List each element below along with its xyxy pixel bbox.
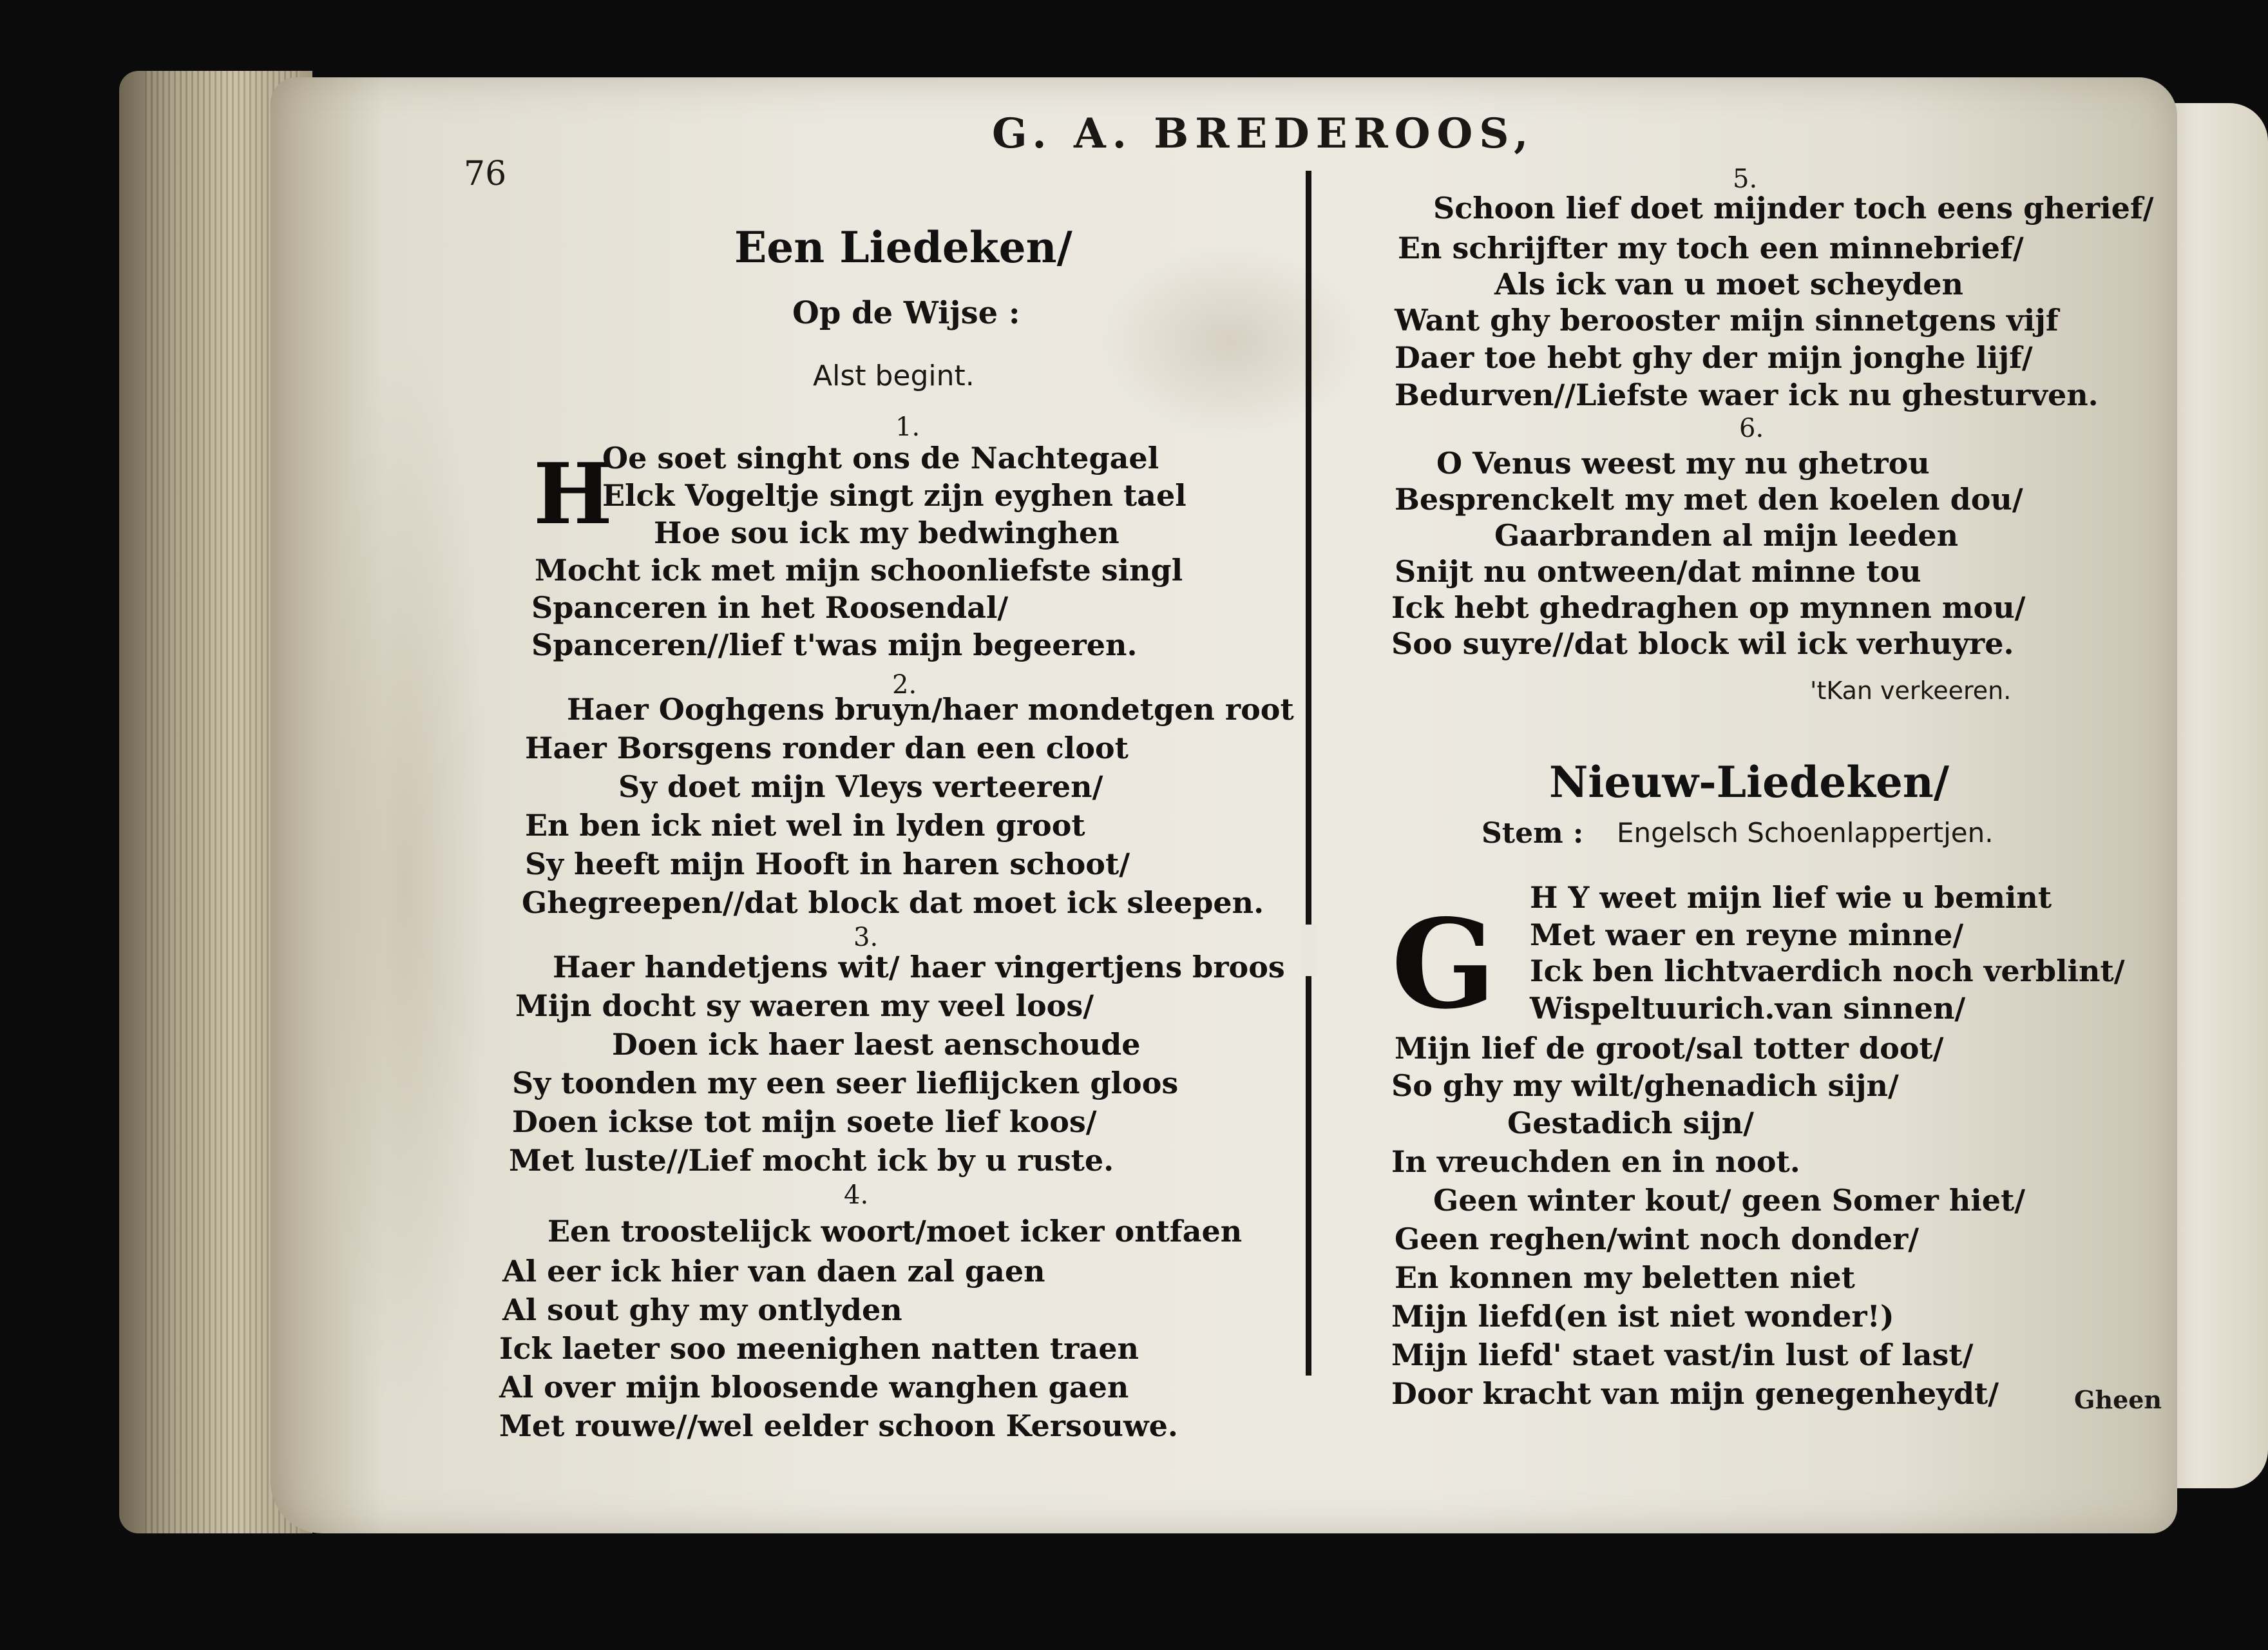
stanza-number: 5. (1733, 164, 1758, 194)
verse-line: Oe soet singht ons de Nachtegael (602, 441, 1159, 475)
right-tune-name: Engelsch Schoenlappertjen. (1617, 817, 1994, 849)
left-tune-label: Op de Wijse : (792, 295, 1020, 331)
verse-line: Al eer ick hier van daen zal gaen (502, 1254, 1045, 1289)
verse-line: Ick laeter soo meenighen natten traen (499, 1331, 1139, 1366)
verse-line: Sy doet mijn Vleys verteeren/ (618, 769, 1103, 804)
verse-line: Mijn liefd' staet vast/in lust of last/ (1391, 1338, 1974, 1372)
verse-line: Want ghy berooster mijn sinnetgens vijf (1395, 303, 2059, 338)
verse-line: Al sout ghy my ontlyden (502, 1292, 902, 1327)
verse-line: Ick ben lichtvaerdich noch verblint/ (1530, 954, 2125, 988)
verse-line: Sy heeft mijn Hooft in haren schoot/ (525, 847, 1130, 881)
column-rule-gap (1301, 925, 1317, 976)
verse-line: Doen ickse tot mijn soete lief koos/ (512, 1104, 1097, 1139)
page-number: 76 (464, 155, 507, 193)
stanza-number: 6. (1739, 414, 1764, 443)
verse-line: Mijn docht sy waeren my veel loos/ (515, 988, 1094, 1023)
verse-line: Mijn lief de groot/sal totter doot/ (1395, 1031, 1944, 1066)
verse-line: Soo suyre//dat block wil ick verhuyre. (1391, 626, 2014, 661)
verse-line: In vreuchden en in noot. (1391, 1144, 1800, 1179)
verse-line: Als ick van u moet scheyden (1494, 267, 1964, 302)
right-tune-label: Stem : (1482, 817, 1584, 850)
verse-line: Ick hebt ghedraghen op mynnen mou/ (1391, 590, 2026, 625)
drop-cap-g: G (1391, 892, 1496, 1036)
left-tune-name: Alst begint. (813, 360, 975, 392)
motto: 'tKan verkeeren. (1810, 676, 2012, 705)
verse-line: O Venus weest my nu ghetrou (1436, 446, 1930, 481)
verse-line: Schoon lief doet mijnder toch eens gherief/ (1433, 191, 2154, 225)
verse-line: Gestadich sijn/ (1507, 1106, 1754, 1140)
verse-line: Haer handetjens wit/ haer vingertjens broos (553, 950, 1285, 984)
verse-line: Met waer en reyne minne/ (1530, 917, 1964, 952)
left-song-title: Een Liedeken/ (734, 222, 1072, 273)
verse-line: Haer Ooghgens bruyn/haer mondetgen root (567, 692, 1294, 727)
stanza-number: 1. (895, 412, 920, 442)
verse-line: Wispeltuurich.van sinnen/ (1530, 991, 1966, 1026)
verse-line: Spanceren in het Roosendal/ (531, 590, 1009, 625)
verse-line: Elck Vogeltje singt zijn eyghen tael (602, 478, 1186, 513)
verse-line: Spanceren//lief t'was mijn begeeren. (531, 628, 1138, 662)
verse-line: Gaarbranden al mijn leeden (1494, 518, 1959, 553)
stanza-number: 4. (844, 1180, 869, 1210)
verse-line: Hoe sou ick my bedwinghen (654, 515, 1120, 550)
verse-line: Daer toe hebt ghy der mijn jonghe lijf/ (1395, 340, 2033, 375)
stain (1095, 245, 1366, 438)
catchword: Gheen (2074, 1385, 2162, 1414)
running-head: G. A. BREDEROOS, (992, 110, 1535, 158)
verse-line: H Y weet mijn lief wie u bemint (1530, 880, 2052, 915)
verse-line: Sy toonden my een seer lieflijcken gloos (512, 1066, 1179, 1100)
stanza-number: 3. (853, 923, 879, 952)
verse-line: Mijn liefd(en ist niet wonder!) (1391, 1299, 1894, 1334)
verse-line: En ben ick niet wel in lyden groot (525, 808, 1085, 843)
verse-line: Mocht ick met mijn schoonliefste singl (535, 553, 1183, 588)
stanza-number: 2. (892, 670, 917, 700)
verse-line: Met rouwe//wel eelder schoon Kersouwe. (499, 1408, 1178, 1443)
drop-cap-h: H (533, 445, 613, 543)
stain (322, 335, 490, 1430)
verse-line: Door kracht van mijn genegenheydt/ (1391, 1376, 1999, 1411)
verse-line: Haer Borsgens ronder dan een cloot (525, 731, 1129, 765)
verse-line: Besprenckelt my met den koelen dou/ (1395, 482, 2023, 517)
verse-line: Al over mijn bloosende wanghen gaen (499, 1370, 1129, 1405)
verse-line: Geen reghen/wint noch donder/ (1395, 1222, 1920, 1256)
verse-line: Bedurven//Liefste waer ick nu ghesturven. (1395, 378, 2099, 412)
verse-line: Geen winter kout/ geen Somer hiet/ (1433, 1183, 2026, 1218)
column-rule (1306, 171, 1311, 1376)
verse-line: So ghy my wilt/ghenadich sijn/ (1391, 1068, 1899, 1103)
verse-line: Doen ick haer laest aenschoude (612, 1027, 1141, 1062)
right-song-title: Nieuw-Liedeken/ (1549, 757, 1950, 807)
verse-line: Snijt nu ontween/dat minne tou (1395, 554, 1921, 589)
verse-line: Een troostelijck woort/moet icker ontfaen (548, 1214, 1243, 1249)
verse-line: En schrijfter my toch een minnebrief/ (1398, 231, 2024, 265)
verse-line: Ghegreepen//dat block dat moet ick sleepen. (522, 885, 1264, 920)
verse-line: En konnen my beletten niet (1395, 1260, 1855, 1295)
verse-line: Met luste//Lief mocht ick by u ruste. (509, 1143, 1114, 1178)
